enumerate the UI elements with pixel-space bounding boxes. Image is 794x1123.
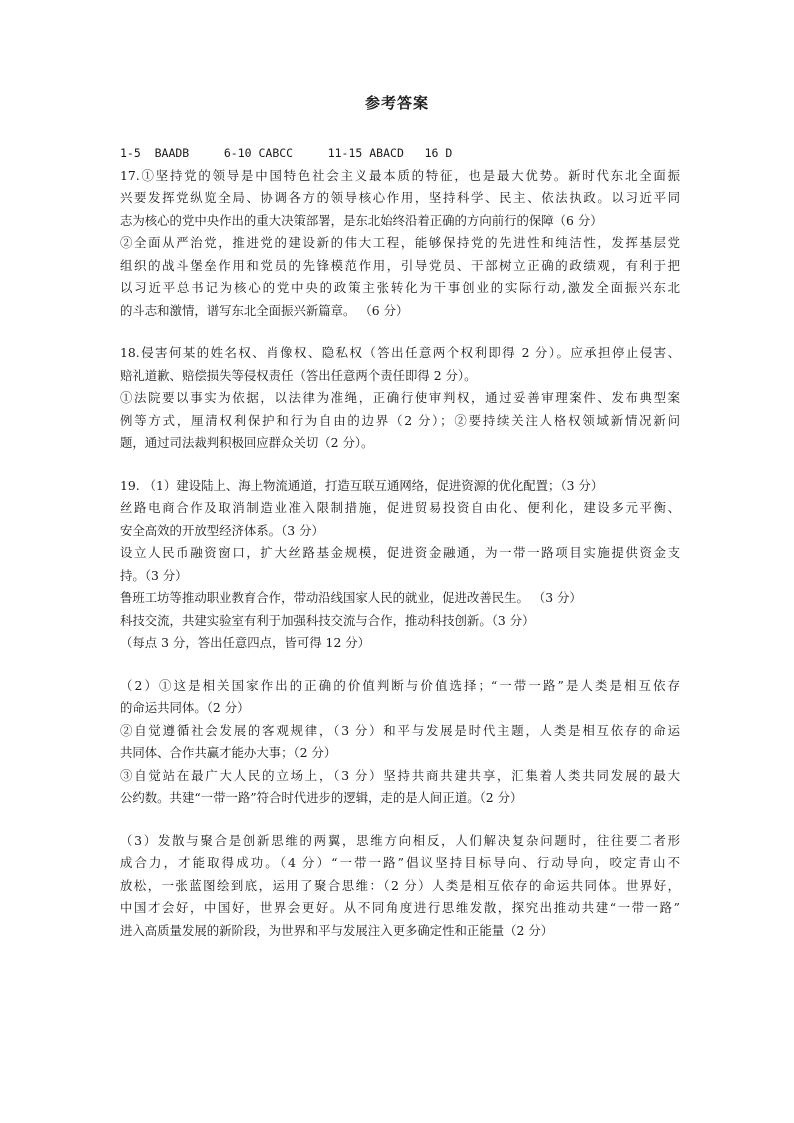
question-19-part-2: [120, 675, 680, 810]
q19-1-line: （每点 3 分，答出任意四点，皆可得 12 分）: [120, 635, 371, 650]
mc-answers: 1-5 BAADB 6-10 CABCC 11-15 ABACD 16 D: [120, 146, 453, 160]
question-17: [120, 165, 680, 323]
q19-1-line: 丝路电商合作及取消制造业准入限制措施，促进贸易投资自由化、便利化，建设多元平衡、: [120, 500, 680, 515]
q18-line: 18.侵害何某的姓名权、肖像权、隐私权（答出任意两个权利即得 2 分）。应承担停止侵害、: [120, 345, 680, 360]
spacer: [120, 655, 680, 675]
q17-line: 17.①坚持党的领导是中国特色社会主义最本质的特征，也是最大优势。新时代东北全面振: [120, 167, 680, 183]
question-19-part-3: [120, 830, 680, 943]
q19-1-line: 鲁班工坊等推动职业教育合作，带动沿线国家人民的就业，促进改善民生。 （3 分）: [120, 590, 582, 605]
q18-line: 赔礼道歉、赔偿损失等侵权责任（答出任意两个责任即得 2 分）。: [120, 367, 477, 383]
spacer: [120, 322, 680, 342]
q19-2-line: 公约数。共建“一带一路”符合时代进步的逻辑，走的是人间正道。（2 分）: [120, 790, 523, 805]
q18-line: 例等方式，厘清权利保护和行为自由的边界（2 分）；②要持续关注人格权领域新情况新问: [120, 412, 680, 428]
q17-line: 以习近平总书记为核心的党中央的政策主张转化为干事创业的实际行动,激发全面振兴东北: [120, 280, 680, 295]
q19-2-line: 的命运共同体。（2 分）: [120, 700, 250, 715]
q17-line: 兴要发挥党纵览全局、协调各方的领导核心作用，坚持科学、民主、依法执政。以习近平同: [120, 190, 680, 205]
q19-1-line: 19. （1）建设陆上、海上物流通道，打造互联互通网络，促进资源的优化配置；（3 分）: [120, 477, 604, 493]
q19-3-line: 进入高质量发展的新阶段，为世界和平与发展注入更多确定性和正能量（2 分）: [120, 922, 554, 938]
q17-line: 组织的战斗堡垒作用和党员的先锋模范作用，引导党员、干部树立正确的政绩观，有利于把: [120, 257, 680, 273]
q19-1-line: 安全高效的开放型经济体系。（3 分）: [120, 522, 324, 538]
q19-1-line: 科技交流，共建实验室有利于加强科技交流与合作，推动科技创新。（3 分）: [120, 612, 535, 628]
spacer: [120, 810, 680, 830]
document-body: [120, 142, 680, 942]
q17-line: ②全面从严治党，推进党的建设新的伟大工程，能够保持党的先进性和纯洁性，发挥基层党: [120, 235, 680, 250]
q19-2-line: ③自觉站在最广大人民的立场上，（3 分）坚持共商共建共享，汇集着人类共同发展的最大: [120, 767, 680, 783]
q19-2-line: ②自觉遵循社会发展的客观规律，（3 分）和平与发展是时代主题，人类是相互依存的命运: [120, 722, 680, 738]
q19-3-line: （3）发散与聚合是创新思维的两翼，思维方向相反，人们解决复杂问题时，往往要二者形: [120, 832, 680, 848]
spacer: [120, 455, 680, 475]
q19-3-line: 中国才会好，中国好，世界会更好。从不同角度进行思维发散，探究出推动共建“一带一路”: [120, 900, 680, 915]
q19-2-line: （2）①这是相关国家作出的正确的价值判断与价值选择；“一带一路”是人类是相互依存: [120, 677, 680, 693]
q19-3-line: 放松，一张蓝图绘到底，运用了聚合思维：（2 分）人类是相互依存的命运共同体。世界好，: [120, 877, 680, 893]
q19-1-line: 设立人民币融资窗口，扩大丝路基金规模，促进资金融通，为一带一路项目实施提供资金支: [120, 545, 680, 560]
q19-2-line: 共同体、合作共赢才能办大事；（2 分）: [120, 745, 337, 760]
question-18: [120, 342, 680, 455]
q19-1-line: 持。（3 分）: [120, 567, 188, 583]
q19-3-line: 成合力，才能取得成功。（4 分）“一带一路”倡议坚持目标导向、行动导向，咬定青山不: [120, 855, 680, 870]
q17-line: 的斗志和激情，谱写东北全面振兴新篇章。 （6 分）: [120, 302, 409, 318]
question-19-part-1: [120, 475, 680, 655]
q18-line: 题，通过司法裁判积极回应群众关切（2 分）。: [120, 435, 374, 450]
page-title: 参考答案: [364, 94, 429, 112]
q18-line: ①法院要以事实为依据，以法律为准绳，正确行使审判权，通过妥善审理案件、发布典型案: [120, 390, 680, 405]
q17-line: 志为核心的党中央作出的重大决策部署，是东北始终沿着正确的方向前行的保障（6 分）: [120, 212, 603, 228]
